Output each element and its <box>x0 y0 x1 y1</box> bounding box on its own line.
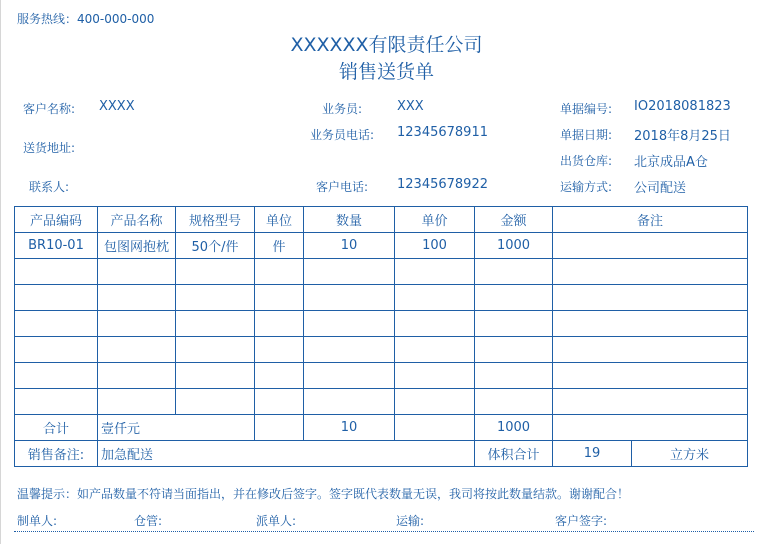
table-cell <box>15 389 98 415</box>
table-cell: BR10-01 <box>15 233 98 259</box>
table-row <box>15 285 748 311</box>
customer-name-value: XXXX <box>99 99 135 114</box>
remark-value: 加急配送 <box>98 441 475 467</box>
table-cell <box>255 415 304 441</box>
table-cell <box>176 311 255 337</box>
table-cell <box>255 389 304 415</box>
table-cell: 100 <box>395 233 475 259</box>
table-cell: 50个/件 <box>176 233 255 259</box>
table-cell <box>304 311 395 337</box>
table-cell <box>98 311 176 337</box>
header-cell: 金额 <box>475 207 553 233</box>
table-cell <box>475 285 553 311</box>
service-hotline: 服务热线：400-000-000 <box>17 12 155 26</box>
signature-preparer: 制单人: <box>17 514 58 528</box>
table-cell <box>255 285 304 311</box>
table-cell: 1000 <box>475 233 553 259</box>
table-cell <box>255 363 304 389</box>
table-cell <box>304 285 395 311</box>
header-cell: 单位 <box>255 207 304 233</box>
warehouse-label: 出货仓库: <box>560 154 613 168</box>
volume-unit: 立方米 <box>669 448 709 463</box>
header-cell: 产品名称 <box>98 207 176 233</box>
table-cell <box>176 337 255 363</box>
table-cell <box>304 259 395 285</box>
table-cell <box>553 363 748 389</box>
table-row <box>15 389 748 415</box>
table-cell <box>304 363 395 389</box>
table-cell <box>15 285 98 311</box>
table-cell <box>395 389 475 415</box>
table-cell <box>15 363 98 389</box>
shipping-method-label: 运输方式: <box>560 180 613 194</box>
header-cell: 规格型号 <box>176 207 255 233</box>
table-cell <box>176 259 255 285</box>
table-cell <box>553 337 748 363</box>
contact-label: 联系人: <box>29 180 70 194</box>
table-cell <box>553 285 748 311</box>
table-cell <box>255 259 304 285</box>
total-label: 合计 <box>15 415 98 441</box>
total-amount: 1000 <box>475 415 553 441</box>
table-cell <box>553 311 748 337</box>
header-cell: 备注 <box>553 207 748 233</box>
table-cell <box>475 363 553 389</box>
table-row <box>15 311 748 337</box>
document-title: 销售送货单 <box>338 61 434 83</box>
table-cell: 10 <box>304 233 395 259</box>
table-cell: 包图网抱枕 <box>98 233 176 259</box>
signature-customer: 客户签字: <box>555 514 608 528</box>
table-cell <box>395 415 475 441</box>
doc-date-value: 2018年8月25日 <box>634 129 731 144</box>
total-amount-words: 壹仟元 <box>98 415 255 441</box>
delivery-table <box>14 206 748 467</box>
table-cell <box>15 337 98 363</box>
table-cell <box>553 233 748 259</box>
salesman-phone-value: 12345678911 <box>397 125 488 140</box>
table-cell <box>553 389 748 415</box>
table-cell <box>255 311 304 337</box>
header-cell: 产品编码 <box>15 207 98 233</box>
header-cell: 单价 <box>395 207 475 233</box>
doc-number-label: 单据编号: <box>560 102 613 116</box>
salesman-phone-label: 业务员电话: <box>310 128 375 142</box>
table-cell <box>15 311 98 337</box>
remark-label: 销售备注: <box>15 441 98 467</box>
table-cell <box>98 259 176 285</box>
table-row <box>15 233 748 259</box>
company-name: XXXXXX有限责任公司 <box>290 34 483 56</box>
table-cell <box>553 259 748 285</box>
warm-tip: 温馨提示：如产品数量不符请当面指出，并在修改后签字。签字既代表数量无误，我司将按此数量结款。谢谢配合！ <box>17 487 630 501</box>
table-cell <box>98 337 176 363</box>
delivery-address-label: 送货地址: <box>23 141 76 155</box>
table-header-row <box>15 207 748 233</box>
warehouse-value: 北京成品A仓 <box>634 155 708 170</box>
volume-cell <box>553 441 748 467</box>
table-cell <box>304 337 395 363</box>
volume-value: 19 <box>553 441 632 466</box>
table-cell <box>475 389 553 415</box>
table-cell <box>395 259 475 285</box>
table-cell <box>553 415 748 441</box>
signature-dispatcher: 派单人: <box>256 514 297 528</box>
table-cell <box>475 311 553 337</box>
table-cell <box>395 285 475 311</box>
table-cell <box>98 389 176 415</box>
table-cell <box>176 363 255 389</box>
doc-number-value: IO2018081823 <box>634 99 731 114</box>
table-cell <box>15 259 98 285</box>
table-cell <box>176 389 255 415</box>
table-cell <box>255 337 304 363</box>
table-cell <box>98 285 176 311</box>
customer-phone-label: 客户电话: <box>316 180 369 194</box>
header-cell: 数量 <box>304 207 395 233</box>
table-cell <box>395 363 475 389</box>
total-quantity: 10 <box>304 415 395 441</box>
table-cell <box>176 285 255 311</box>
footer-divider <box>14 531 754 532</box>
salesman-label: 业务员: <box>322 102 363 116</box>
table-row <box>15 337 748 363</box>
table-cell <box>475 337 553 363</box>
table-cell <box>395 337 475 363</box>
volume-label: 体积合计 <box>475 441 553 467</box>
table-total-row <box>15 415 748 441</box>
table-row <box>15 363 748 389</box>
signature-transport: 运输: <box>396 514 425 528</box>
table-cell: 件 <box>255 233 304 259</box>
table-row <box>15 259 748 285</box>
shipping-method-value: 公司配送 <box>634 181 687 196</box>
table-cell <box>395 311 475 337</box>
table-remark-row <box>15 441 748 467</box>
table-cell <box>475 259 553 285</box>
customer-phone-value: 12345678922 <box>397 177 488 192</box>
table-cell <box>98 363 176 389</box>
customer-name-label: 客户名称: <box>23 102 76 116</box>
table-cell <box>304 389 395 415</box>
doc-date-label: 单据日期: <box>560 128 613 142</box>
signature-warehouse-keeper: 仓管: <box>134 514 163 528</box>
salesman-value: XXX <box>397 99 424 114</box>
